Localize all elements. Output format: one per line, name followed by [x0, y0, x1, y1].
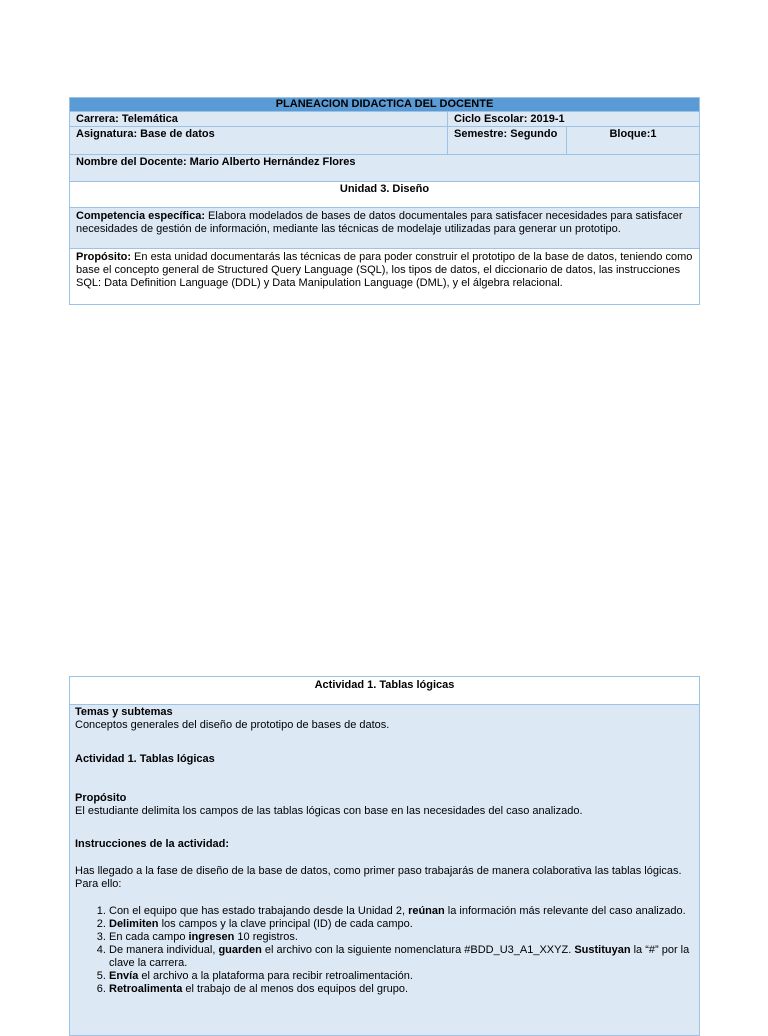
list-item: 2. Delimiten los campos y la clave principal (ID) de cada campo.	[109, 918, 694, 931]
temas-label: Temas y subtemas	[75, 706, 173, 718]
actividad-heading: Actividad 1. Tablas lógicas	[75, 753, 215, 765]
ciclo-cell: Ciclo Escolar: 2019-1	[448, 112, 700, 127]
list-item: 5. Envía el archivo a la plataforma para recibir retroalimentación.	[109, 970, 694, 983]
actividad-box	[69, 676, 700, 1036]
docente-cell: Nombre del Docente: Mario Alberto Hernández Flores	[70, 155, 700, 182]
list-item: 1. Con el equipo que has estado trabajando desde la Unidad 2, reúnan la información más relevante del caso analizado.	[109, 905, 694, 918]
bloque-cell: Bloque:1	[567, 127, 700, 155]
steps-list	[75, 905, 694, 996]
list-item: 3. En cada campo ingresen 10 registros.	[109, 931, 694, 944]
competencia-text: Elabora modelados de bases de datos documentales para satisfacer necesidades para satisfacer necesidades de gestión de información, mediante las técnicas de modelaje utilizadas para generar un prototipo.	[76, 210, 683, 235]
proposito-label: Propósito:	[76, 251, 131, 263]
carrera-cell: Carrera: Telemática	[70, 112, 448, 127]
competencia-cell	[70, 208, 700, 249]
planeacion-title: PLANEACION DIDACTICA DEL DOCENTE	[70, 98, 700, 112]
proposito-label: Propósito	[75, 792, 127, 804]
unidad-cell: Unidad 3. Diseño	[70, 182, 700, 208]
asignatura-cell: Asignatura: Base de datos	[70, 127, 448, 155]
temas-text: Conceptos generales del diseño de prototipo de bases de datos.	[75, 719, 390, 731]
proposito-text: En esta unidad documentarás las técnicas de para poder construir el prototipo de la base de datos, teniendo como base el concepto general de Structured Query Language (SQL), los tipos de datos, el diccionario de datos, las instrucciones SQL: Data Definition Language (DDL) y Data Manipulation Language (DML), y el álgebra relacional.	[76, 251, 693, 289]
instrucciones-label: Instrucciones de la actividad:	[75, 838, 230, 850]
instrucciones-intro: Has llegado a la fase de diseño de la base de datos, como primer paso trabajarás de manera colaborativa las tablas lógicas. Para ello:	[75, 865, 682, 890]
list-item: 6. Retroalimenta el trabajo de al menos dos equipos del grupo.	[109, 983, 694, 996]
actividad-title: Actividad 1. Tablas lógicas	[70, 677, 699, 705]
proposito-text: El estudiante delimita los campos de las tablas lógicas con base en las necesidades del caso analizado.	[75, 805, 583, 817]
proposito-cell	[70, 249, 700, 305]
actividad-body	[70, 705, 699, 997]
planeacion-table	[69, 97, 700, 305]
list-item: 4. De manera individual, guarden el archivo con la siguiente nomenclatura #BDD_U3_A1_XXYZ. Sustituyan la “#” por la clave la carrera.	[109, 944, 694, 970]
competencia-label: Competencia específica:	[76, 210, 205, 222]
semestre-cell: Semestre: Segundo	[448, 127, 567, 155]
